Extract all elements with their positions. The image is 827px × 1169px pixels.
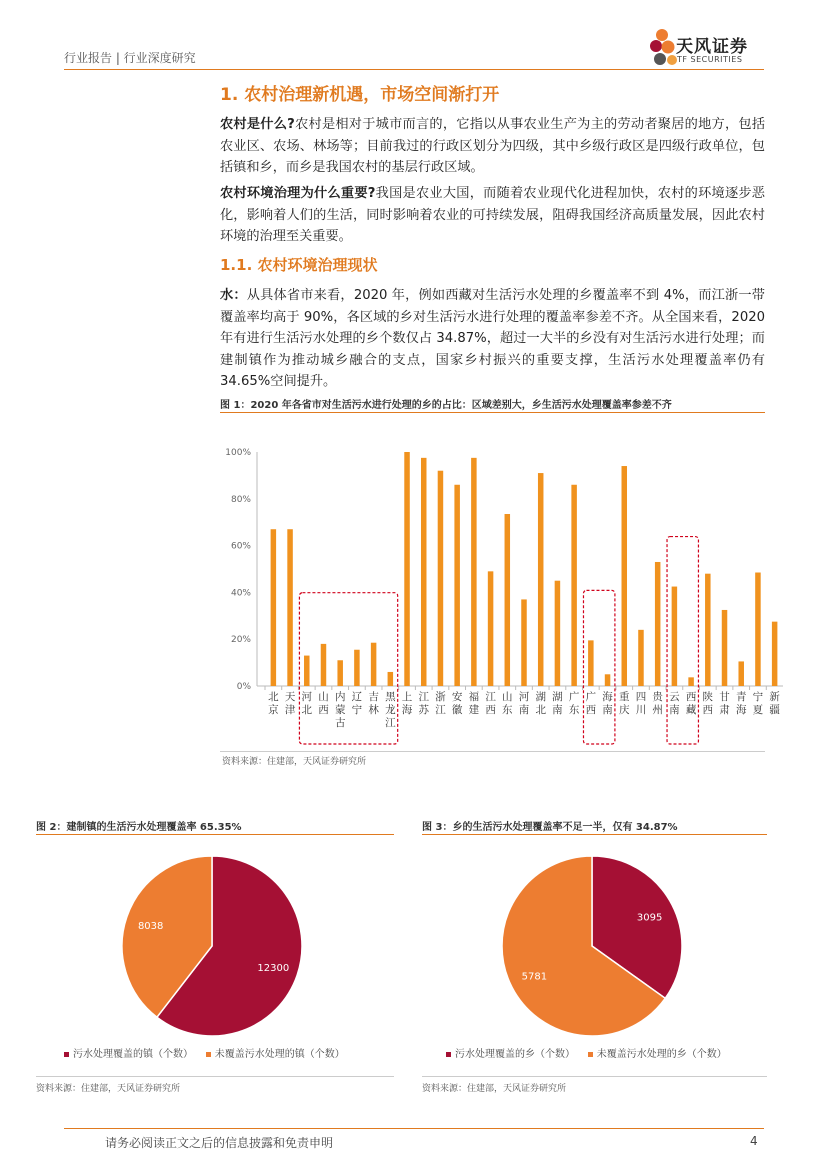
x-tick-label: 山西: [318, 691, 329, 716]
legend-swatch: [206, 1052, 211, 1057]
bar: [538, 473, 544, 686]
figure1-bottom-rule: [220, 751, 765, 752]
x-tick-label: 河北: [301, 691, 313, 716]
pie-chart-townships: [422, 840, 767, 1040]
legend-label: 污水处理覆盖的镇（个数）: [73, 1049, 193, 1060]
legend-swatch: [64, 1052, 69, 1057]
x-tick-label: 宁夏: [752, 691, 764, 716]
paragraph-body: 我国是农业大国，而随着农业现代化进程加快，农村的环境逐步恶化，影响着人们的生活，同时影响着农业的可持续发展，阻碍我国经济高质量发展，因此农村环境的治理至关重要。: [220, 186, 765, 244]
x-tick-label: 吉林: [368, 691, 379, 716]
slice-label: 3095: [636, 912, 663, 924]
bar: [588, 640, 594, 686]
y-tick-label: 100%: [225, 448, 251, 458]
header-divider: [64, 69, 764, 70]
x-tick-label: 西藏: [685, 691, 697, 716]
x-tick-label: 海南: [602, 691, 613, 716]
x-tick-label: 青海: [735, 691, 747, 716]
paragraph-water: [220, 285, 765, 393]
x-tick-label: 天津: [284, 691, 296, 716]
figure2-divider: [36, 834, 394, 835]
bar: [337, 660, 343, 686]
figure3-title: 图 3：乡的生活污水处理覆盖率不足一半，仅有 34.87%: [422, 822, 678, 833]
x-tick-label: 山东: [502, 691, 513, 716]
bar: [655, 562, 661, 686]
x-tick-label: 广东: [568, 691, 580, 716]
legend-label: 未覆盖污水处理的镇（个数）: [214, 1049, 345, 1060]
x-tick-label: 新疆: [769, 691, 780, 716]
bar: [521, 599, 527, 686]
bar: [404, 452, 410, 686]
x-tick-label: 安徽: [451, 691, 463, 716]
figure3-bottom-rule: [422, 1076, 767, 1077]
bar: [722, 610, 728, 686]
bar: [304, 656, 310, 686]
figure2-bottom-rule: [36, 1076, 394, 1077]
bar: [454, 485, 460, 686]
x-tick-label: 北京: [268, 691, 279, 716]
legend-item: [446, 1049, 575, 1060]
figure1-title: 图 1：2020 年各省市对生活污水进行处理的乡的占比：区域差别大，乡生活污水处理覆盖率参差不齐: [220, 400, 672, 411]
legend-swatch: [446, 1052, 451, 1057]
slice-label: 5781: [521, 971, 548, 983]
figure1-source: 资料来源：住建部，天风证券研究所: [222, 757, 367, 767]
legend-item: [588, 1049, 727, 1060]
x-tick-label: 贵州: [652, 691, 663, 716]
paragraph-rural-definition: [220, 114, 765, 179]
paragraph-body: 农村是相对于城市而言的，它指以从事农业生产为主的劳动者聚居的地方，包括农业区、农场、林场等；目前我过的行政区划分为四级，其中乡级行政区是四级行政单位，包括镇和乡，而乡是我国农村的基层行政区域。: [220, 117, 766, 175]
x-tick-label: 河南: [518, 691, 530, 716]
footer-disclaimer: 请务必阅读正文之后的信息披露和免责申明: [105, 1136, 334, 1150]
x-tick-label: 上海: [401, 691, 413, 716]
x-tick-label: 湖北: [535, 691, 546, 716]
bar: [354, 650, 360, 686]
x-tick-label: 甘肃: [719, 691, 730, 716]
logo-name: 天风证券: [676, 37, 748, 57]
logo-petal: [654, 53, 666, 65]
pie-chart-towns: [36, 840, 394, 1040]
highlight-box: [299, 593, 397, 744]
bar: [371, 643, 377, 686]
bar: [388, 672, 394, 686]
x-tick-label: 黑龙江: [385, 691, 396, 729]
bar: [672, 587, 678, 686]
bar: [638, 630, 644, 686]
x-tick-label: 四川: [635, 691, 647, 716]
bar: [505, 514, 511, 686]
y-tick-label: 40%: [230, 588, 251, 599]
figure2-title: 图 2：建制镇的生活污水处理覆盖率 65.35%: [36, 822, 242, 833]
paragraph-lead: 农村是什么?: [220, 117, 295, 132]
x-tick-label: 重庆: [619, 691, 630, 716]
subsection-title: 1.1. 农村环境治理现状: [220, 256, 378, 274]
logo-english: TF SECURITIES: [677, 55, 743, 64]
bar: [421, 458, 427, 686]
footer-divider: [64, 1128, 764, 1129]
x-tick-label: 江西: [485, 691, 496, 716]
paragraph-lead: 水：: [220, 288, 247, 303]
x-tick-label: 云南: [669, 691, 680, 716]
y-tick-label: 20%: [230, 635, 251, 646]
bar: [287, 529, 293, 686]
x-tick-label: 福建: [468, 691, 480, 716]
legend-label: 污水处理覆盖的乡（个数）: [455, 1049, 575, 1060]
bar: [772, 622, 778, 686]
bar: [321, 644, 327, 686]
slice-label: 8038: [137, 921, 164, 933]
y-tick-label: 80%: [230, 494, 251, 505]
bar: [688, 677, 694, 686]
bar: [471, 458, 477, 686]
paragraph-rural-importance: [220, 183, 765, 248]
x-tick-label: 陕西: [702, 691, 714, 716]
logo-petal: [650, 40, 662, 52]
figure3-divider: [422, 834, 767, 835]
paragraph-lead: 农村环境治理为什么重要?: [220, 186, 376, 201]
bar: [755, 573, 761, 686]
bar: [571, 485, 577, 686]
section-title: 1. 农村治理新机遇，市场空间渐打开: [220, 85, 500, 105]
pie2-legend: [446, 1045, 727, 1060]
figure1-divider: [220, 412, 765, 413]
slice-label: 12300: [257, 962, 290, 974]
figure2-source: 资料来源：住建部，天风证券研究所: [36, 1084, 181, 1094]
paragraph-body: 从具体省市来看，2020 年，例如西藏对生活污水处理的乡覆盖率不到 4%，而江浙一带覆盖率均高于 90%，各区域的乡对生活污水进行处理的覆盖率参差不齐。从全国来看，2020 年有进行生活污水处理的乡个数仅占 34.87%，超过一大半的乡没有对生活污水进行处理；而建制镇作为推动城乡融合的支点，国家乡村振兴的重要支撑，生活污水处理覆盖率仍有 34.65%空间提升。: [220, 288, 765, 389]
x-tick-label: 辽宁: [351, 691, 363, 716]
bar-chart: [215, 430, 785, 750]
x-tick-label: 湖南: [552, 691, 563, 716]
legend-item: [64, 1049, 193, 1060]
page-number: 4: [750, 1134, 758, 1148]
bar: [738, 661, 744, 686]
bar: [622, 466, 628, 686]
figure3-source: 资料来源：住建部，天风证券研究所: [422, 1084, 567, 1094]
bar: [705, 574, 711, 686]
bar: [438, 471, 444, 686]
x-tick-label: 浙江: [435, 691, 446, 716]
x-tick-label: 江苏: [418, 691, 429, 716]
bar: [605, 674, 611, 686]
pie1-legend: [64, 1045, 345, 1060]
legend-swatch: [588, 1052, 593, 1057]
bar: [555, 581, 561, 686]
x-tick-label: 广西: [585, 691, 597, 716]
legend-item: [206, 1049, 345, 1060]
bar: [271, 529, 277, 686]
bar: [488, 571, 494, 686]
logo-petal: [656, 29, 668, 41]
legend-label: 未覆盖污水处理的乡（个数）: [596, 1049, 727, 1060]
logo-petal: [662, 41, 675, 54]
report-breadcrumb: 行业报告 | 行业深度研究: [64, 51, 196, 65]
y-tick-label: 0%: [236, 682, 251, 692]
x-tick-label: 内蒙古: [334, 691, 346, 729]
y-tick-label: 60%: [230, 541, 251, 552]
